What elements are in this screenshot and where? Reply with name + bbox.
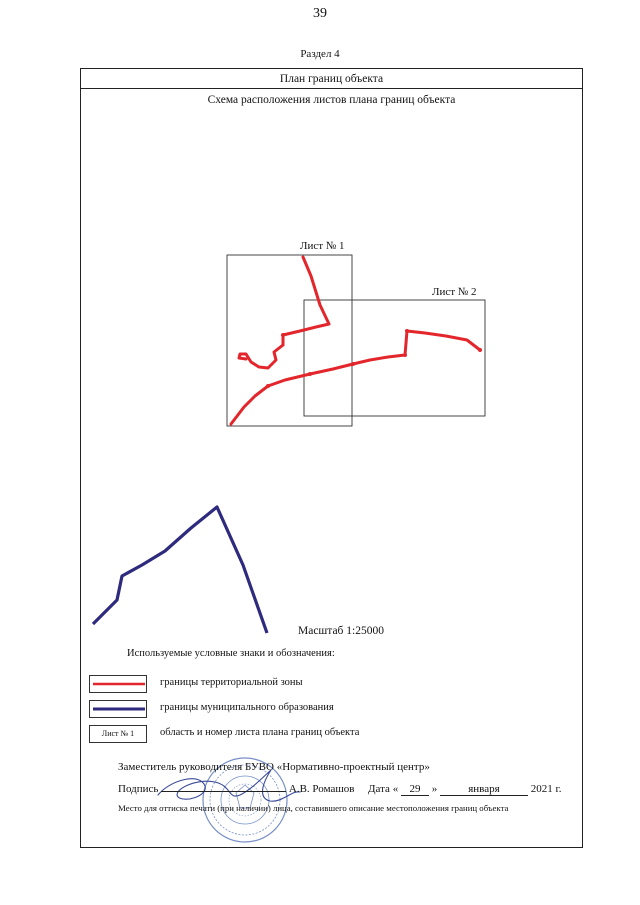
legend-municipal-boundary-symbol	[89, 700, 147, 718]
signature-label: Подпись	[118, 783, 159, 795]
legend-municipal-boundary-text: границы муниципального образования	[160, 702, 334, 713]
sheet-2-area	[304, 300, 485, 416]
date-month: января	[440, 783, 528, 796]
boundary-vertex	[266, 384, 270, 388]
signature-row	[118, 783, 561, 796]
boundary-vertex	[351, 362, 355, 366]
page-number: 39	[313, 6, 327, 21]
scale-label: Масштаб 1:25000	[298, 625, 384, 637]
boundary-vertex	[308, 372, 312, 376]
date-year: 2021 г.	[530, 783, 562, 795]
boundary-vertex	[478, 348, 482, 352]
municipal-boundary-line	[93, 507, 267, 633]
signer-position: Заместитель руководителя БУВО «Нормативно-проектный центр»	[118, 761, 430, 773]
signature-field	[161, 791, 286, 792]
legend-title: Используемые условные знаки и обозначения:	[127, 648, 335, 659]
sheet-2-label: Лист № 2	[432, 286, 477, 298]
sheet-1-label: Лист № 1	[300, 240, 345, 252]
zone-boundary-line	[239, 345, 283, 368]
date-label: Дата «	[368, 783, 399, 795]
scheme-title: Схема расположения листов плана границ объекта	[207, 94, 456, 106]
sheet-1-area	[227, 255, 352, 426]
date-day: 29	[401, 783, 429, 796]
boundary-vertex	[281, 333, 285, 337]
legend-sheet-text: область и номер листа плана границ объекта	[160, 727, 360, 738]
section-title: Раздел 4	[300, 48, 340, 60]
boundary-vertex	[405, 329, 409, 333]
legend-zone-boundary-text: границы территориальной зоны	[160, 677, 303, 688]
stamp-placement-note: Место для оттиска печати (при наличии) лица, составившего описание местоположения границ объекта	[118, 803, 509, 813]
zone-boundary-line	[231, 331, 480, 424]
zone-boundary-line	[283, 257, 329, 345]
plan-title: План границ объекта	[81, 69, 582, 89]
boundary-vertex	[403, 353, 407, 357]
zone-boundary-lines	[231, 257, 480, 424]
legend-zone-boundary-symbol	[89, 675, 147, 693]
signer-name: А.В. Ромашов	[288, 783, 355, 795]
legend-sheet-symbol: Лист № 1	[89, 725, 147, 743]
date-close-quote: »	[431, 783, 438, 795]
